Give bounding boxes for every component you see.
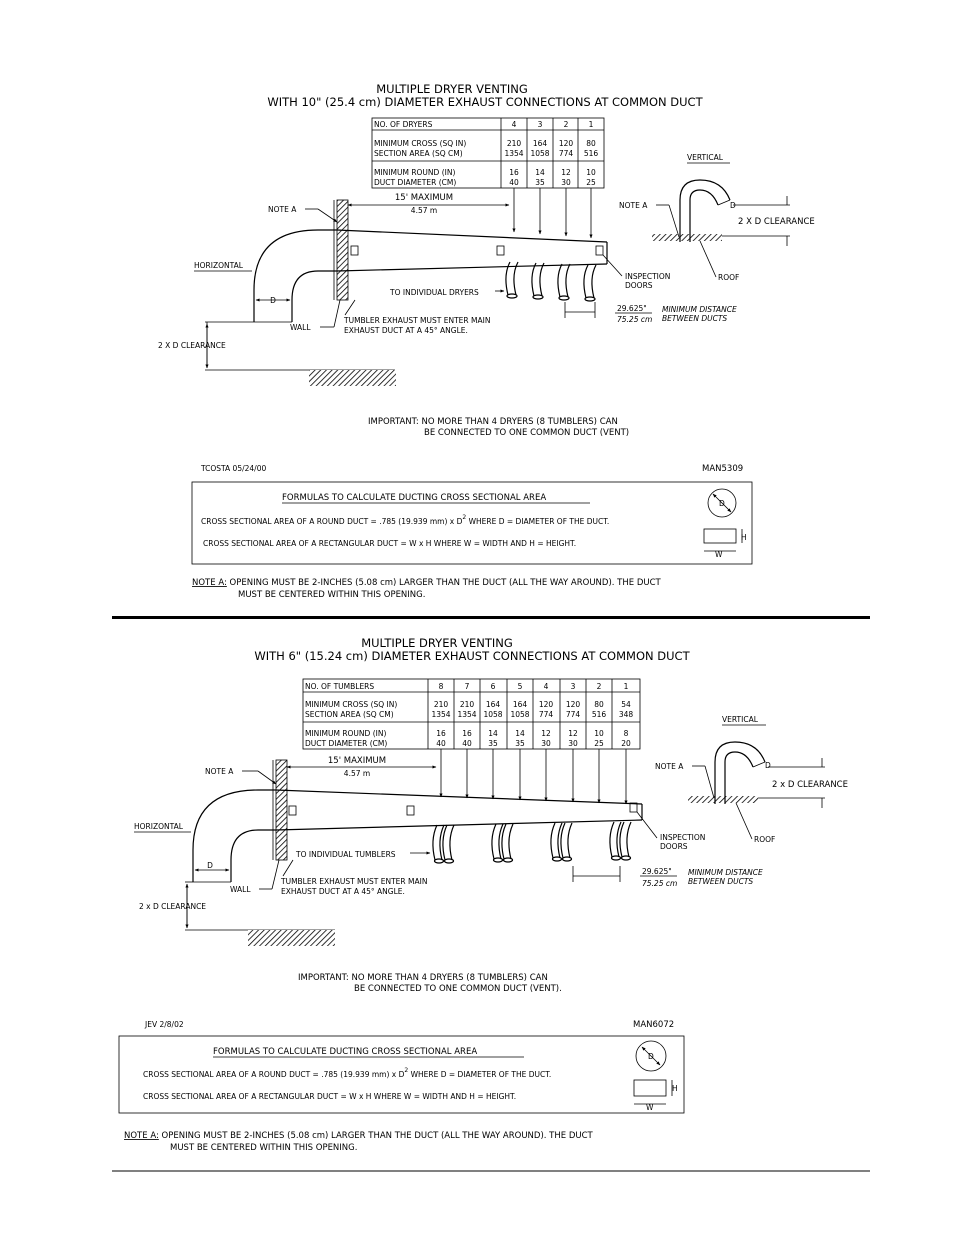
vertical-clearance-label: 2 x D CLEARANCE bbox=[772, 780, 848, 790]
vertical-note-a: NOTE A bbox=[619, 201, 648, 210]
formula-title: FORMULAS TO CALCULATE DUCTING CROSS SECTIONAL AREA bbox=[213, 1047, 478, 1057]
inspection-door bbox=[351, 246, 358, 255]
figure-d: D bbox=[648, 1052, 654, 1061]
table-cell: 164 bbox=[485, 700, 501, 709]
inspection-door bbox=[289, 806, 296, 815]
table-cell: 30 bbox=[568, 739, 578, 748]
drawing-code: MAN6072 bbox=[633, 1020, 675, 1030]
diagram-title-2: MULTIPLE DRYER VENTING bbox=[361, 636, 513, 650]
tumbler-exhaust-text: TUMBLER EXHAUST MUST ENTER MAIN bbox=[344, 316, 491, 325]
important-text: BE CONNECTED TO ONE COMMON DUCT (VENT) bbox=[424, 428, 630, 438]
vertical-label: VERTICAL bbox=[722, 715, 758, 724]
formula-round: CROSS SECTIONAL AREA OF A ROUND DUCT = .785 (19.939 mm) x $D^2$ WHERE D = DIAMETER OF THE DUCT. bbox=[201, 514, 610, 526]
roof-hatch bbox=[652, 234, 722, 241]
sizing-table-2 bbox=[303, 679, 640, 804]
sizing-table-1 bbox=[372, 118, 604, 238]
ground-hatch bbox=[248, 930, 335, 946]
max-length-metric: 4.57 m bbox=[410, 206, 438, 215]
table-cell: 774 bbox=[565, 710, 581, 719]
note-a-text-2: MUST BE CENTERED WITHIN THIS OPENING. bbox=[170, 1143, 358, 1153]
table-row-label: MINIMUM CROSS (SQ IN) bbox=[305, 700, 398, 709]
to-individual-label: TO INDIVIDUAL DRYERS bbox=[390, 288, 479, 297]
formula-box-1 bbox=[192, 482, 752, 564]
d-dimension-label: D bbox=[270, 296, 276, 305]
tumbler-connections bbox=[433, 822, 631, 863]
table-cell: 10 bbox=[586, 168, 596, 177]
table-cell: 14 bbox=[488, 729, 498, 738]
wall-hatch bbox=[337, 200, 348, 300]
inspection-label: INSPECTION bbox=[625, 272, 671, 281]
figure-h: H bbox=[672, 1084, 678, 1093]
table-cell: 35 bbox=[535, 178, 545, 187]
inspection-door bbox=[497, 246, 504, 255]
table-cell: 40 bbox=[462, 739, 472, 748]
figure-w: W bbox=[646, 1103, 654, 1112]
figure-h: H bbox=[741, 533, 747, 542]
inspection-label: DOORS bbox=[625, 281, 653, 290]
table-row-label: DUCT DIAMETER (CM) bbox=[305, 739, 388, 748]
table-cell: 1354 bbox=[504, 149, 524, 158]
drawing-code: MAN5309 bbox=[702, 464, 744, 474]
figure-d: D bbox=[719, 499, 725, 508]
formula-rect: CROSS SECTIONAL AREA OF A RECTANGULAR DUCT = W x H WHERE W = WIDTH AND H = HEIGHT. bbox=[203, 539, 577, 548]
table-row-label: MINIMUM CROSS (SQ IN) bbox=[374, 139, 467, 148]
vertical-d-label: D bbox=[730, 201, 736, 210]
distance-in: 29.625" bbox=[642, 867, 672, 876]
section-divider bbox=[112, 616, 870, 619]
note-a-text-2: MUST BE CENTERED WITHIN THIS OPENING. bbox=[238, 590, 426, 600]
table-cell: 774 bbox=[538, 710, 554, 719]
formula-round: CROSS SECTIONAL AREA OF A ROUND DUCT = .785 (19.939 mm) x $D^2$ WHERE D = DIAMETER OF THE DUCT. bbox=[143, 1067, 552, 1079]
tumbler-exhaust-text: EXHAUST DUCT AT A 45° ANGLE. bbox=[281, 887, 405, 896]
table-cell: 5 bbox=[517, 682, 523, 691]
wall-label: WALL bbox=[230, 885, 251, 894]
vertical-d-label: D bbox=[765, 761, 771, 770]
table-row-label: SECTION AREA (SQ CM) bbox=[305, 710, 394, 719]
ground-hatch bbox=[309, 370, 396, 386]
table-cell: 10 bbox=[594, 729, 604, 738]
table-cell: 8 bbox=[438, 682, 444, 691]
inspection-door bbox=[407, 806, 414, 815]
vertical-stack bbox=[680, 180, 730, 242]
max-length-metric: 4.57 m bbox=[343, 769, 371, 778]
important-text: IMPORTANT: NO MORE THAN 4 DRYERS (8 TUMBLERS) CAN bbox=[298, 973, 548, 983]
inspection-label: INSPECTION bbox=[660, 833, 706, 842]
table-cell: 1058 bbox=[510, 710, 530, 719]
table-cell: 516 bbox=[591, 710, 607, 719]
clearance-label: 2 X D CLEARANCE bbox=[158, 341, 226, 350]
horizontal-label: HORIZONTAL bbox=[134, 822, 183, 831]
table-cell: 120 bbox=[538, 700, 554, 709]
duct-elbow bbox=[254, 230, 337, 322]
max-length-label: 15' MAXIMUM bbox=[394, 193, 454, 203]
tumbler-exhaust-text: EXHAUST DUCT AT A 45° ANGLE. bbox=[344, 326, 468, 335]
to-individual-label: TO INDIVIDUAL TUMBLERS bbox=[296, 850, 396, 859]
table-cell: 4 bbox=[511, 120, 517, 129]
formula-box-2 bbox=[119, 1036, 684, 1113]
rect-duct-figure bbox=[704, 529, 736, 543]
table-cell: 12 bbox=[568, 729, 578, 738]
table-cell: 80 bbox=[586, 139, 596, 148]
diagram-subtitle-2: WITH 6" (15.24 cm) DIAMETER EXHAUST CONNECTIONS AT COMMON DUCT bbox=[254, 649, 690, 663]
table-row-label: DUCT DIAMETER (CM) bbox=[374, 178, 457, 187]
table-cell: 35 bbox=[515, 739, 525, 748]
table-row-label: MINIMUM ROUND (IN) bbox=[374, 168, 456, 177]
table-cell: 7 bbox=[464, 682, 470, 691]
table-cell: 30 bbox=[541, 739, 551, 748]
roof-label: ROOF bbox=[754, 835, 776, 844]
table-cell: 12 bbox=[541, 729, 551, 738]
table-cell: 120 bbox=[565, 700, 581, 709]
table-row-label: NO. OF TUMBLERS bbox=[305, 682, 375, 691]
table-cell: 14 bbox=[535, 168, 545, 177]
table-cell: 1058 bbox=[483, 710, 503, 719]
table-cell: 164 bbox=[512, 700, 528, 709]
formula-title: FORMULAS TO CALCULATE DUCTING CROSS SECTIONAL AREA bbox=[282, 493, 547, 503]
diagram-subtitle-1: WITH 10" (25.4 cm) DIAMETER EXHAUST CONNECTIONS AT COMMON DUCT bbox=[267, 95, 703, 109]
table-cell: 25 bbox=[586, 178, 596, 187]
table-cell: 40 bbox=[436, 739, 446, 748]
table-cell: 40 bbox=[509, 178, 519, 187]
table-cell: 1 bbox=[623, 682, 629, 691]
table-row-label: SECTION AREA (SQ CM) bbox=[374, 149, 463, 158]
vertical-clearance-label: 2 X D CLEARANCE bbox=[738, 217, 815, 227]
table-cell: 8 bbox=[623, 729, 629, 738]
table-cell: 12 bbox=[561, 168, 571, 177]
table-cell: 1354 bbox=[431, 710, 451, 719]
table-cell: 25 bbox=[594, 739, 604, 748]
table-cell: 4 bbox=[543, 682, 549, 691]
table-cell: 54 bbox=[621, 700, 631, 709]
drawing-author: TCOSTA 05/24/00 bbox=[201, 464, 267, 473]
rect-duct-figure bbox=[634, 1080, 666, 1096]
table-cell: 516 bbox=[583, 149, 599, 158]
distance-cm: 75.25 cm bbox=[642, 879, 678, 888]
table-cell: 774 bbox=[558, 149, 574, 158]
min-distance-text: MINIMUM DISTANCE bbox=[662, 305, 737, 314]
table-row-label: MINIMUM ROUND (IN) bbox=[305, 729, 387, 738]
roof-hatch bbox=[688, 796, 758, 803]
tumbler-exhaust-text: TUMBLER EXHAUST MUST ENTER MAIN bbox=[281, 877, 428, 886]
figure-w: W bbox=[715, 550, 723, 559]
diagram-10-inch bbox=[158, 82, 815, 600]
vertical-stack bbox=[715, 742, 765, 804]
note-a-text: NOTE A: OPENING MUST BE 2-INCHES (5.08 cm) LARGER THAN THE DUCT (ALL THE WAY AROUND). THE DUCT bbox=[192, 578, 661, 588]
table-cell: 348 bbox=[618, 710, 634, 719]
table-cell: 16 bbox=[436, 729, 446, 738]
table-cell: 14 bbox=[515, 729, 525, 738]
table-cell: 210 bbox=[459, 700, 475, 709]
table-cell: 16 bbox=[462, 729, 472, 738]
diagram-6-inch bbox=[119, 636, 848, 1153]
vertical-note-a: NOTE A bbox=[655, 762, 684, 771]
important-text: BE CONNECTED TO ONE COMMON DUCT (VENT). bbox=[354, 984, 562, 994]
note-a-label: NOTE A bbox=[205, 767, 234, 776]
min-distance-text: MINIMUM DISTANCE bbox=[688, 868, 763, 877]
drawing-author: JEV 2/8/02 bbox=[145, 1020, 184, 1029]
note-a-label: NOTE A bbox=[268, 205, 297, 214]
table-cell: 6 bbox=[490, 682, 496, 691]
table-cell: 1058 bbox=[530, 149, 550, 158]
table-cell: 2 bbox=[563, 120, 569, 129]
table-cell: 210 bbox=[433, 700, 449, 709]
distance-in: 29.625" bbox=[617, 304, 647, 313]
table-cell: 30 bbox=[561, 178, 571, 187]
inspection-label: DOORS bbox=[660, 842, 688, 851]
clearance-label: 2 x D CLEARANCE bbox=[139, 902, 207, 911]
horizontal-label: HORIZONTAL bbox=[194, 261, 243, 270]
dryer-connections bbox=[506, 262, 596, 301]
duct-elbow bbox=[193, 790, 276, 882]
table-cell: 1 bbox=[588, 120, 594, 129]
table-cell: 16 bbox=[509, 168, 519, 177]
wall-hatch bbox=[276, 760, 287, 860]
vertical-label: VERTICAL bbox=[687, 153, 723, 162]
min-distance-text: BETWEEN DUCTS bbox=[688, 877, 754, 886]
diagram-title-1: MULTIPLE DRYER VENTING bbox=[376, 82, 528, 96]
wall-label: WALL bbox=[290, 323, 311, 332]
max-length-label: 15' MAXIMUM bbox=[327, 756, 387, 766]
distance-cm: 75.25 cm bbox=[617, 315, 653, 324]
min-distance-text: BETWEEN DUCTS bbox=[662, 314, 728, 323]
important-text: IMPORTANT: NO MORE THAN 4 DRYERS (8 TUMBLERS) CAN bbox=[368, 417, 618, 427]
table-cell: 80 bbox=[594, 700, 604, 709]
table-row-label: NO. OF DRYERS bbox=[374, 120, 433, 129]
table-cell: 120 bbox=[558, 139, 574, 148]
table-cell: 210 bbox=[506, 139, 522, 148]
inspection-door bbox=[596, 246, 603, 255]
table-cell: 164 bbox=[532, 139, 548, 148]
table-cell: 35 bbox=[488, 739, 498, 748]
table-cell: 20 bbox=[621, 739, 631, 748]
table-cell: 3 bbox=[570, 682, 576, 691]
table-cell: 1354 bbox=[457, 710, 477, 719]
d-dimension-label: D bbox=[207, 861, 213, 870]
formula-rect: CROSS SECTIONAL AREA OF A RECTANGULAR DUCT = W x H WHERE W = WIDTH AND H = HEIGHT. bbox=[143, 1092, 517, 1101]
roof-label: ROOF bbox=[718, 273, 740, 282]
table-cell: 2 bbox=[596, 682, 602, 691]
note-a-text: NOTE A: OPENING MUST BE 2-INCHES (5.08 cm) LARGER THAN THE DUCT (ALL THE WAY AROUND). THE DUCT bbox=[124, 1131, 593, 1141]
table-cell: 3 bbox=[537, 120, 543, 129]
